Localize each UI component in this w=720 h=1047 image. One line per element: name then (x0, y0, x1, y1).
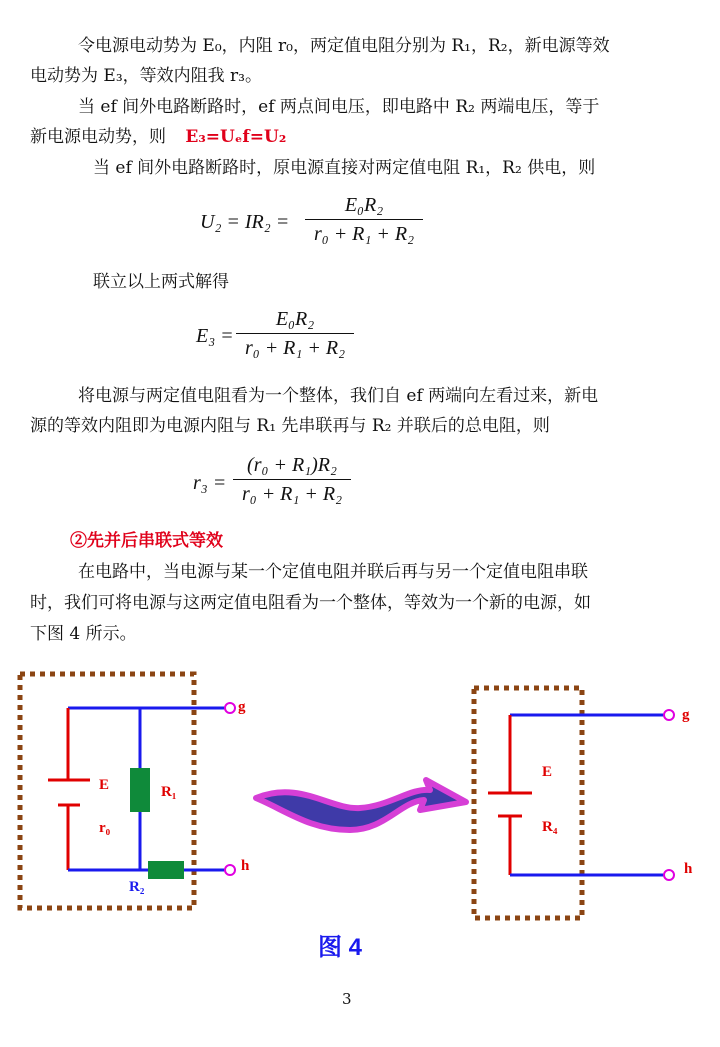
resistor-r2 (148, 861, 184, 879)
paragraph-6-line-3: 下图 4 所示。 (30, 624, 137, 644)
label-g-left: g (238, 699, 246, 715)
section-heading: ②先并后串联式等效 (70, 531, 223, 551)
highlight-formula: E₃=Uₑf=U₂ (185, 127, 287, 147)
figure-caption: 图 4 (318, 934, 363, 961)
equation-3-numerator: (r₀ + R₁)R₂ (247, 454, 337, 476)
label-h-right: h (684, 861, 693, 877)
transform-arrow (256, 780, 466, 830)
equation-1-numerator: E₀R₂ (344, 194, 384, 216)
equation-3-fraction (233, 453, 351, 506)
page-number: 3 (342, 990, 352, 1008)
paragraph-6-line-2: 时，我们可将电源与这两定值电阻看为一个整体，等效为一个新的电源，如 (30, 593, 591, 613)
fraction-bar (236, 333, 354, 334)
equation-2-lhs: E₃ = (196, 325, 234, 347)
paragraph-2-text: 新电源电动势，则 (30, 127, 166, 147)
paragraph-4: 联立以上两式解得 (93, 272, 229, 292)
paragraph-5-line-2: 源的等效内阻即为电源内阻与 R₁ 先串联再与 R₂ 并联后的总电阻，则 (30, 416, 550, 436)
paragraph-5-line-1: 将电源与两定值电阻看为一个整体，我们自 ef 两端向左看过来，新电 (78, 386, 599, 406)
equation-2-denominator: r₀ + R₁ + R₂ (244, 337, 346, 359)
equation-2-numerator: E₀R₂ (275, 308, 315, 330)
terminal-g-right (664, 710, 674, 720)
label-h-left: h (241, 858, 250, 874)
terminal-g-left (225, 703, 235, 713)
equation-1-lhs: U₂ = IR₂ = (200, 211, 290, 233)
paragraph-6-line-1: 在电路中，当电源与某一个定值电阻并联后再与另一个定值电阻串联 (78, 562, 588, 582)
paragraph-1-line-1: 令电源电动势为 E₀，内阻 r₀，两定值电阻分别为 R₁，R₂，新电源等效 (78, 36, 610, 56)
terminal-h-right (664, 870, 674, 880)
label-g-right: g (682, 707, 690, 723)
paragraph-2-line-2 (30, 127, 286, 147)
terminal-h-left (225, 865, 235, 875)
circuit-figure (0, 660, 720, 940)
resistor-r1 (130, 768, 150, 812)
right-equivalent-box (474, 688, 582, 918)
paragraph-1-line-2: 电动势为 E₃，等效内阻我 r₃。 (30, 66, 262, 86)
equation-3-denominator: r₀ + R₁ + R₂ (241, 483, 343, 505)
label-r0: r₀ (99, 820, 111, 836)
equation-1-fraction (305, 193, 423, 246)
label-r2: R₂ (129, 879, 145, 895)
paragraph-2-line-1: 当 ef 间外电路断路时，ef 两点间电压，即电路中 R₂ 两端电压，等于 (78, 97, 600, 117)
label-r4: R₄ (542, 819, 558, 835)
fraction-bar (233, 479, 351, 480)
label-e-left: E (99, 777, 110, 793)
equation-3-lhs: r₃ = (193, 472, 227, 494)
label-r1: R₁ (161, 784, 177, 800)
fraction-bar (305, 219, 423, 220)
paragraph-3-line-1: 当 ef 间外电路断路时，原电源直接对两定值电阻 R₁，R₂ 供电，则 (93, 158, 596, 178)
label-e-right: E (542, 764, 553, 780)
equation-2-fraction (236, 307, 354, 360)
equation-1-denominator: r₀ + R₁ + R₂ (313, 223, 415, 245)
